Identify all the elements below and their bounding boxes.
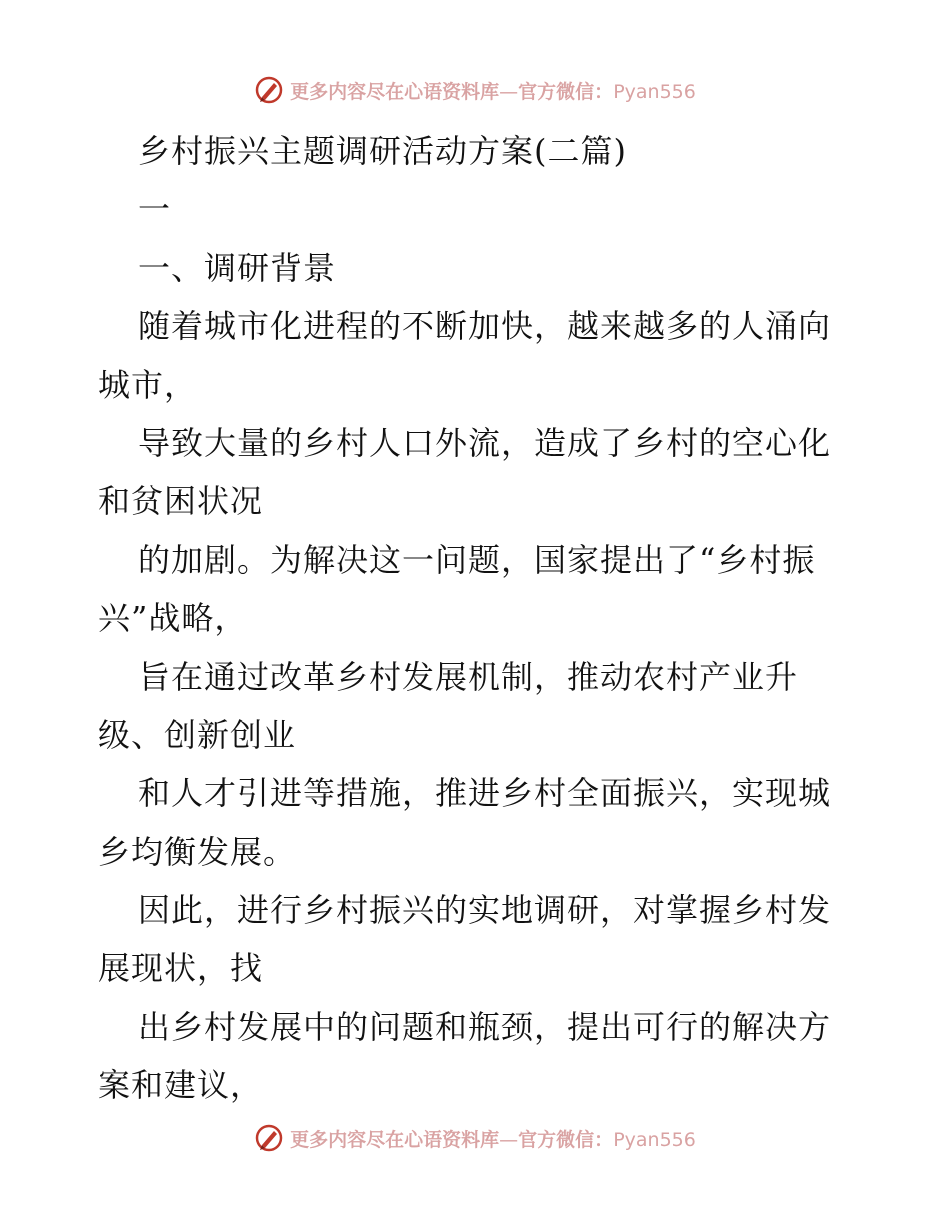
watermark-separator: — <box>499 80 519 103</box>
section-heading: 一、调研背景 <box>138 248 337 287</box>
watermark-separator: — <box>499 1128 519 1151</box>
paragraph-line: 因此，进行乡村振兴的实地调研，对掌握乡村发 <box>138 891 832 930</box>
paragraph-line: 展现状，找 <box>98 949 264 988</box>
pen-logo-icon <box>254 75 284 105</box>
watermark-cn-text: 更多内容尽在心语资料库 <box>290 1128 500 1151</box>
footer-watermark <box>0 1118 950 1158</box>
paragraph-line: 兴”战略， <box>98 599 248 638</box>
watermark-cn-text: 更多内容尽在心语资料库 <box>290 80 500 103</box>
document-body <box>98 122 858 1115</box>
watermark-account: Pyan556 <box>613 80 696 103</box>
paragraph-line: 的加剧。为解决这一问题，国家提出了“乡村振 <box>138 540 816 579</box>
watermark-text <box>290 77 696 104</box>
watermark-text <box>290 1125 696 1152</box>
watermark-label: 官方微信： <box>518 1128 614 1151</box>
document-title: 乡村振兴主题调研活动方案(二篇) <box>138 132 627 170</box>
paragraph-line: 和人才引进等措施，推进乡村全面振兴，实现城 <box>138 774 832 813</box>
paragraph-line: 出乡村发展中的问题和瓶颈，提出可行的解决方 <box>138 1007 832 1046</box>
watermark-account: Pyan556 <box>613 1128 696 1151</box>
paragraph-line: 导致大量的乡村人口外流，造成了乡村的空心化 <box>138 423 832 462</box>
paragraph-line: 旨在通过改革乡村发展机制，推动农村产业升 <box>138 657 799 696</box>
paragraph-line: 城市， <box>98 365 198 404</box>
paragraph-line: 和贫困状况 <box>98 482 264 521</box>
paragraph-line: 级、创新创业 <box>98 715 297 754</box>
paragraph-line: 案和建议， <box>98 1066 264 1105</box>
section-number: 一 <box>138 190 172 229</box>
paragraph-line: 乡均衡发展。 <box>98 832 297 871</box>
header-watermark <box>0 70 950 110</box>
pen-logo-icon <box>254 1123 284 1153</box>
paragraph-line: 随着城市化进程的不断加快，越来越多的人涌向 <box>138 307 832 346</box>
watermark-label: 官方微信： <box>518 80 614 103</box>
